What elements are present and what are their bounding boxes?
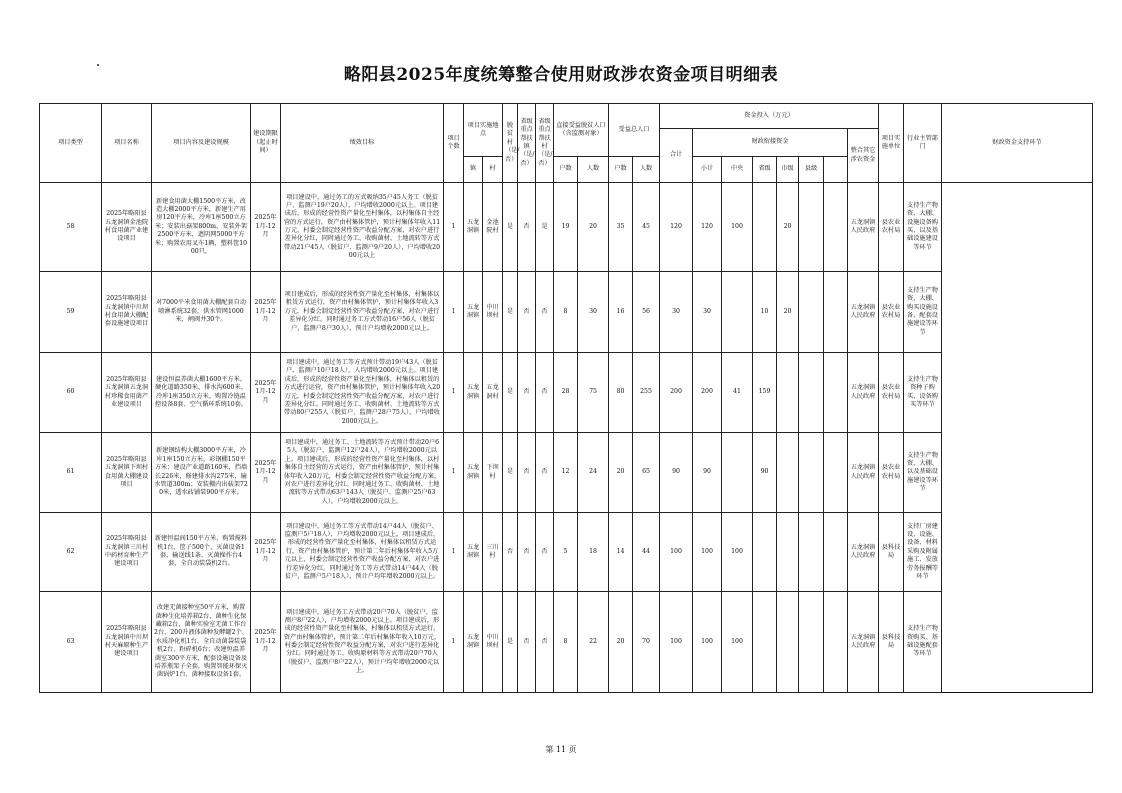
key-village-flag: 否	[536, 592, 554, 693]
direct-people: 18	[578, 513, 609, 592]
project-name: 2025年略阳县五龙洞镇下坝村食用菌大棚建设项目	[102, 433, 152, 513]
project-period: 2025年1月-12月	[251, 272, 281, 353]
funds-subtotal: 100	[693, 592, 722, 693]
funds-total: 30	[660, 272, 693, 353]
project-count: 1	[444, 592, 464, 693]
funds-provincial	[753, 513, 777, 592]
location-village: 中川坝村	[483, 592, 503, 693]
project-type: 59	[40, 272, 102, 353]
header-name: 项目名称	[102, 104, 152, 183]
funds-total: 120	[660, 183, 693, 272]
key-town-flag: 否	[518, 513, 536, 592]
funds-central: 100	[722, 513, 753, 592]
header-town: 镇	[464, 157, 483, 183]
project-content: 对7000平米食用菌大棚配套自动喷淋系统32套，供水管网1000米，闸阀井30个。	[152, 272, 251, 353]
total-people: 44	[633, 513, 660, 592]
support-scope: 支持厂房建设、设施、设备、材料采购及附属施工、发放劳务报酬等环节	[904, 513, 942, 592]
project-table	[39, 103, 1093, 693]
project-content: 新建恒温间150平方米，购置搅料机1台、筐子500个、灭菌设备1套、输送线1条、灭菌操作台4套、全自动装袋机2台。	[152, 513, 251, 592]
total-people: 65	[633, 433, 660, 513]
performance-goal: 项目建成中，通过务工、土地流转等方式预计带动20户65人（脱贫户、监测户12户24人），户均增收2000元以上。项目建成后，形成的经营性资产量化至村集体，以村集体自主经营的方式运行，资产由村集体管护，预计村集体年收入20万元，村委会制定经营性资产收益分配方案，对农户进行差异化分红。同时通过务工、收购菌材、土地流转等方式带动63户143人（脱贫户、监测户25户63人），户均增收2000元以上。	[281, 433, 444, 513]
project-type: 58	[40, 183, 102, 272]
direct-people: 75	[578, 353, 609, 433]
total-households: 20	[609, 433, 633, 513]
key-village-flag: 是	[536, 183, 554, 272]
header-total-households: 户数	[609, 157, 633, 183]
key-town-flag: 否	[518, 592, 536, 693]
funds-county	[799, 592, 824, 693]
header-goal: 绩效目标	[281, 104, 444, 183]
key-village-flag: 否	[536, 272, 554, 353]
header-total: 合计	[660, 129, 693, 183]
header-fiscal: 财政衔接资金	[693, 129, 848, 157]
funds-provincial	[753, 592, 777, 693]
header-direct-households: 户数	[554, 157, 578, 183]
project-count: 1	[444, 433, 464, 513]
performance-goal: 项目建成后，形成的经营性资产量化至村集体，村集体以租赁方式运行，资产由村集体管护，预计村集体年收入3万元，村委会制定经营性资产收益分配方案，对农户进行差异化分红。同时通过务工方式带动16户56人（脱贫户、监测户8户30人），预计户均增收2000元以上。	[281, 272, 444, 353]
funds-total: 200	[660, 353, 693, 433]
project-content: 新建食用菌大棚1500平方米，改造大棚2000平方米，新建生产用房120平方米，冷库1座500立方米；安装出菇架800m，安装外架2500平方米，遮阴网5000平方米；购置农用叉车1辆，塑料筐1000只。	[152, 183, 251, 272]
header-type: 项目类型	[40, 104, 102, 183]
header-key-town: 省级重点帮扶镇（是/否）	[518, 104, 536, 183]
project-count: 1	[444, 513, 464, 592]
supervising-dept: 县科技局	[879, 513, 904, 592]
implementing-unit: 五龙洞镇人民政府	[848, 272, 879, 353]
project-content: 建设恒温养菌大棚1600平方米、硬化道路350米、排水沟600米、冷库1座350立方米，购置冷链温控设备8套、空气循环系统10套。	[152, 353, 251, 433]
poor-village-flag: 是	[503, 353, 518, 433]
support-scope: 支持生产物资、大棚、购买设施设备、配套设施建设等环节	[904, 272, 942, 353]
funds-subtotal: 100	[693, 513, 722, 592]
header-poor-village: 脱贫村（是/否）	[503, 104, 518, 183]
location-town: 五龙洞镇	[464, 272, 483, 353]
performance-goal: 项目建设中，通过务工等方式带动14户44人（脱贫户、监测户5户18人），户均增收2000元以上。项目建成后，形成的经营性资产量化至村集体，村集体以租赁方式运行，资产由村集体管护，预计第二年后村集体年收入5万元以上，村委会制定经营性资产收益分配方案，对农户进行差异化分红。同时通过务工等方式带动14户44人（脱贫户、监测户5户18人），预计户均年增收2000元以上。	[281, 513, 444, 592]
project-type: 63	[40, 592, 102, 693]
funds-central	[722, 433, 753, 513]
funds-other	[824, 433, 848, 513]
performance-goal: 项目建设中，通过务工的方式吸纳35户45人务工（脱贫户、监测户19户20人），户均增收2000元以上。项目建成后，形成的经营性资产量化至村集体，以村集体自主经营的方式运行，资产由村集体管护，预计村集体年收入11万元，村委会制定经营性资产收益分配方案，对农户进行差异化分红，同时通过务工、收购菌材、土地流转等方式带动21户45人（脱贫户、监测户9户20人），户均增收2000元以上	[281, 183, 444, 272]
funds-county	[799, 513, 824, 592]
funds-provincial: 159	[753, 353, 777, 433]
direct-households: 12	[554, 433, 578, 513]
direct-people: 30	[578, 272, 609, 353]
project-period: 2025年1月-12月	[251, 433, 281, 513]
funds-county	[799, 433, 824, 513]
location-town: 五龙洞镇	[464, 353, 483, 433]
funds-subtotal: 200	[693, 353, 722, 433]
header-direct-benefit: 直接受益脱贫人口（含监测对象）	[554, 104, 609, 157]
funds-city	[777, 433, 799, 513]
total-people: 255	[633, 353, 660, 433]
poor-village-flag: 是	[503, 433, 518, 513]
header-village: 村	[483, 157, 503, 183]
header-subtotal: 小计	[693, 157, 722, 183]
funds-city	[777, 592, 799, 693]
poor-village-flag: 是	[503, 272, 518, 353]
table-row	[40, 272, 1093, 353]
key-village-flag: 否	[536, 433, 554, 513]
funds-city: 20	[777, 272, 799, 353]
support-scope: 支持生产物资种子购买、设备购买等环节	[904, 353, 942, 433]
project-count: 1	[444, 353, 464, 433]
header-central: 中央	[722, 157, 753, 183]
funds-county	[799, 272, 824, 353]
project-period: 2025年1月-12月	[251, 183, 281, 272]
funds-county	[799, 353, 824, 433]
support-scope: 支持生产物资购买、基础设施配套等环节	[904, 592, 942, 693]
supervising-dept: 县农业农村局	[879, 433, 904, 513]
key-town-flag: 否	[518, 272, 536, 353]
total-people: 45	[633, 183, 660, 272]
table-row	[40, 592, 1093, 693]
funds-other	[824, 272, 848, 353]
project-type: 62	[40, 513, 102, 592]
project-name: 2025年略阳县五龙洞镇金池院村食用菌产业建设项目	[102, 183, 152, 272]
performance-goal: 项目建成中，通过务工等方式预计带动19户43人（脱贫户、监测户10户18人），人均增收2000元以上。项目建成后，形成的经营性资产量化至村集体，村集体以租赁的方式进行运营，资产由村集体管护，预计村集体年收入20万元，村委会制定经营性资产收益分配方案，对农户进行差异化分红。同时通过务工、收购菌材、土地流转等方式带动80户255人（脱贫户、监测户28户75人），户均增收2000元以上。	[281, 353, 444, 433]
header-provincial: 省级	[753, 157, 777, 183]
funds-provincial: 10	[753, 272, 777, 353]
funds-other	[824, 353, 848, 433]
funds-central: 41	[722, 353, 753, 433]
header-direct-people: 人数	[578, 157, 609, 183]
project-count: 1	[444, 272, 464, 353]
performance-goal: 项目建成中，通过务工方式带动20户70人（脱贫户、监测户8户22人），户均增收2000元以上。项目建成后，形成的经营性资产量化至村集体，村集体以租赁方式运行，资产由村集体管护，预计第二年后村集体年收入10万元，村委会制定经营性资产收益分配方案，对农户进行差异化分红。同时通过务工、收购原材料等方式带动20户70人（脱贫户、监测户8户22人），预计户均年增收2000元以上。	[281, 592, 444, 693]
document-title: 略阳县2025年度统筹整合使用财政涉农资金项目明细表	[343, 65, 779, 85]
header-city: 市级	[777, 157, 799, 183]
total-households: 35	[609, 183, 633, 272]
location-village: 下坝村	[483, 433, 503, 513]
project-name: 2025年略阳县五龙洞镇中川坝村食用菌大棚配套设施建设项目	[102, 272, 152, 353]
table-row	[40, 433, 1093, 513]
key-village-flag: 否	[536, 513, 554, 592]
location-village: 五龙洞村	[483, 353, 503, 433]
total-people: 70	[633, 592, 660, 693]
poor-village-flag: 是	[503, 183, 518, 272]
funds-central	[722, 272, 753, 353]
support-scope: 支持生产物资、大棚、以及基础设施建设等环节	[904, 433, 942, 513]
total-households: 16	[609, 272, 633, 353]
project-type: 61	[40, 433, 102, 513]
project-name: 2025年略阳县五龙洞镇中川坝村天麻原种生产建设项目	[102, 592, 152, 693]
poor-village-flag: 否	[503, 513, 518, 592]
header-key-village: 省级重点帮扶村（是/否）	[536, 104, 554, 183]
location-town: 五龙洞镇	[464, 513, 483, 592]
key-town-flag: 否	[518, 353, 536, 433]
direct-people: 20	[578, 183, 609, 272]
total-households: 20	[609, 592, 633, 693]
funds-city	[777, 353, 799, 433]
table-row	[40, 353, 1093, 433]
header-total-benefit: 受益总人口	[609, 104, 660, 157]
support-scope: 支持生产物资、大棚、设施设备购买，以及基础设施建设等环节	[904, 183, 942, 272]
funds-city: 20	[777, 183, 799, 272]
table-row	[40, 513, 1093, 592]
header-other: 整合其它涉农资金	[848, 129, 879, 183]
direct-households: 8	[554, 592, 578, 693]
funds-total: 90	[660, 433, 693, 513]
table-row	[40, 183, 1093, 272]
implementing-unit: 五龙洞镇人民政府	[848, 433, 879, 513]
location-town: 五龙洞镇	[464, 433, 483, 513]
implementing-unit: 五龙洞镇人民政府	[848, 353, 879, 433]
supervising-dept: 县农业农村局	[879, 272, 904, 353]
poor-village-flag: 是	[503, 592, 518, 693]
supervising-dept: 县农业农村局	[879, 353, 904, 433]
header-county: 县级	[799, 157, 824, 183]
total-households: 80	[609, 353, 633, 433]
page-number: 第 11 页	[545, 745, 577, 754]
location-village: 中川坝村	[483, 272, 503, 353]
direct-households: 28	[554, 353, 578, 433]
funds-provincial: 90	[753, 433, 777, 513]
location-village: 三川村	[483, 513, 503, 592]
key-town-flag: 否	[518, 183, 536, 272]
direct-households: 19	[554, 183, 578, 272]
direct-people: 22	[578, 592, 609, 693]
project-count: 1	[444, 183, 464, 272]
header-count: 项目个数	[444, 104, 464, 183]
total-households: 14	[609, 513, 633, 592]
location-town: 五龙洞镇	[464, 592, 483, 693]
total-people: 56	[633, 272, 660, 353]
funds-other	[824, 183, 848, 272]
project-period: 2025年1月-12月	[251, 592, 281, 693]
location-town: 五龙洞镇	[464, 183, 483, 272]
key-village-flag: 否	[536, 353, 554, 433]
header-support: 财政资金支持环节	[942, 104, 1093, 183]
implementing-unit: 五龙洞镇人民政府	[848, 592, 879, 693]
header-period: 建设期限（起止时间）	[251, 104, 281, 183]
project-name: 2025年略阳县五龙洞镇五龙洞村珍稀食用菌产业建设项目	[102, 353, 152, 433]
funds-central: 100	[722, 183, 753, 272]
header-dept: 行业主管部门	[904, 104, 942, 183]
project-type: 60	[40, 353, 102, 433]
header-funds: 资金投入（万元）	[660, 104, 879, 129]
direct-households: 8	[554, 272, 578, 353]
project-period: 2025年1月-12月	[251, 353, 281, 433]
implementing-unit: 五龙洞镇人民政府	[848, 513, 879, 592]
funds-total: 100	[660, 513, 693, 592]
funds-other	[824, 513, 848, 592]
supervising-dept: 县农业农村局	[879, 183, 904, 272]
project-period: 2025年1月-12月	[251, 513, 281, 592]
supervising-dept: 县科技局	[879, 592, 904, 693]
project-content: 新建钢结构大棚3000平方米，冷库1座150立方米，彩钢棚150平方米；建设产业道路160米，挡墙长226米，修建排水沟275米，输水管道300m；安装棚内出菇架720米，透水砖铺装900平方米。	[152, 433, 251, 513]
funds-central: 100	[722, 592, 753, 693]
project-name: 2025年略阳县五龙洞镇三川村中药材育种生产建设项目	[102, 513, 152, 592]
direct-households: 5	[554, 513, 578, 592]
project-content: 改建无菌接种室50平方米，购置菌种生化培养箱2台、菌种生化保藏箱2台、菌种实验室无菌工作台2台、200升液体菌种发酵罐2个、水质净化机1台、全自动菌袋装袋机2台、粉碎机6台；改建恒温养菌室300平方米，配套设施设备及培养瓶架子全套，购置智能环保灭菌锅炉1台、菌种接取设备1套。	[152, 592, 251, 693]
header-total-people: 人数	[633, 157, 660, 183]
key-town-flag: 否	[518, 433, 536, 513]
header-content: 项目内容及建设规模	[152, 104, 251, 183]
header-location: 项目实施地点	[464, 104, 503, 157]
header-unit: 项目实施单位	[879, 104, 904, 183]
funds-subtotal: 90	[693, 433, 722, 513]
implementing-unit: 五龙洞镇人民政府	[848, 183, 879, 272]
funds-subtotal: 30	[693, 272, 722, 353]
funds-provincial	[753, 183, 777, 272]
location-village: 金池院村	[483, 183, 503, 272]
funds-other	[824, 592, 848, 693]
funds-total: 100	[660, 592, 693, 693]
direct-people: 24	[578, 433, 609, 513]
funds-county	[799, 183, 824, 272]
funds-city	[777, 513, 799, 592]
funds-subtotal: 120	[693, 183, 722, 272]
